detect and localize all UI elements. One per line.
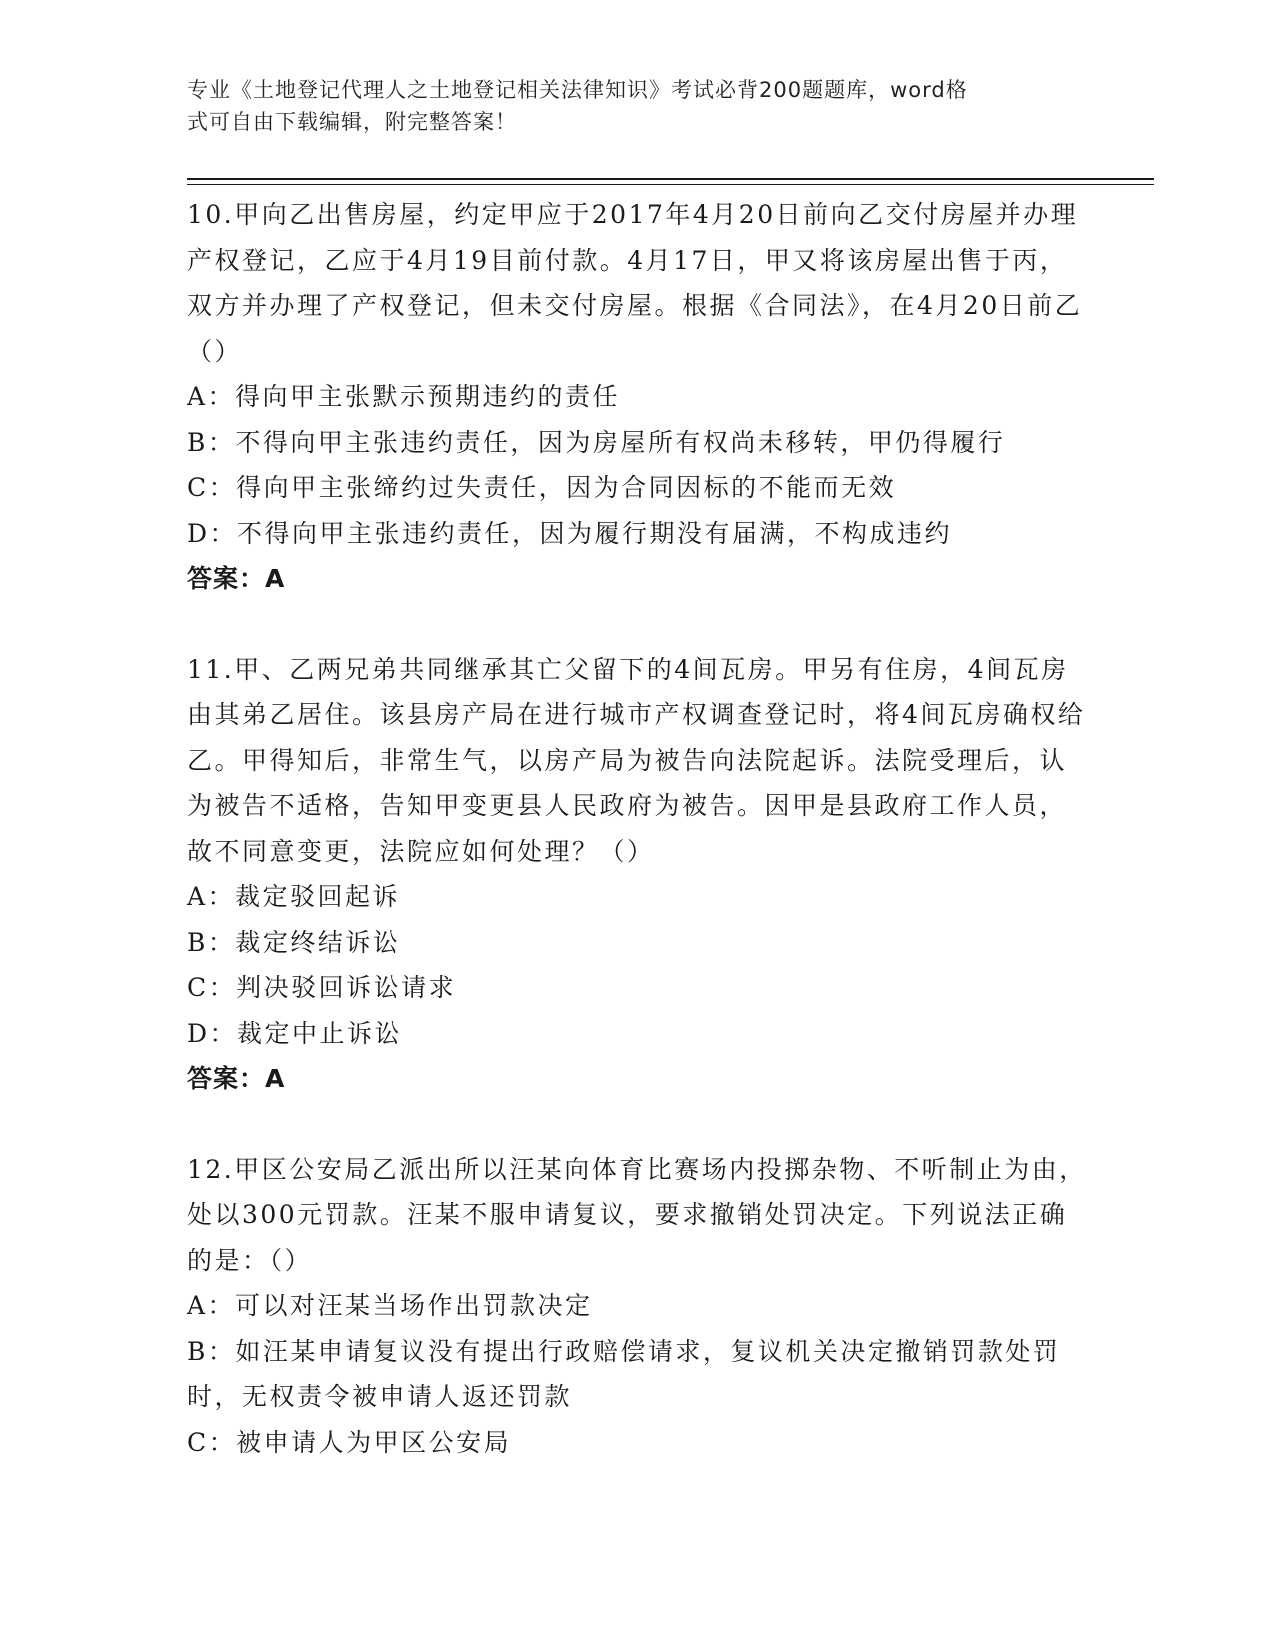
option-c: C：判决驳回诉讼请求 [187, 973, 457, 1002]
question-stem: 10.甲向乙出售房屋，约定甲应于2017年4月20日前向乙交付房屋并办理产权登记，乙应于4月19目前付款。4月17日，甲又将该房屋出售于丙，双方并办理了产权登记，但未交付房屋。根据《合同法》，在4月20日前乙（） [187, 200, 1083, 366]
option-c: C：被申请人为甲区公安局 [187, 1427, 512, 1457]
answer-label: 答案：A [187, 1064, 286, 1093]
header-line-1: 专业《土地登记代理人之土地登记相关法律知识》考试必背200题题库，word格 [187, 78, 968, 102]
question-12 [187, 1147, 1087, 1466]
question-10 [187, 192, 1087, 602]
option-b: B：如汪某申请复议没有提出行政赔偿请求，复议机关决定撤销罚款处罚时，无权责令被申请人返还罚款 [187, 1336, 1061, 1411]
option-a: A：得向甲主张默示预期违约的责任 [187, 382, 621, 411]
question-11 [187, 647, 1087, 1102]
header-divider-thin [187, 184, 1154, 185]
option-a: A：可以对汪某当场作出罚款决定 [187, 1291, 593, 1320]
question-stem: 12.甲区公安局乙派出所以汪某向体育比赛场内投掷杂物、不听制止为由，处以300元罚款。汪某不服申请复议，要求撤销处罚决定。下列说法正确的是：（） [187, 1154, 1087, 1275]
option-b: B：不得向甲主张违约责任，因为房屋所有权尚未移转，甲仍得履行 [187, 427, 1006, 457]
question-list [187, 192, 1087, 1465]
question-stem: 11.甲、乙两兄弟共同继承其亡父留下的4间瓦房。甲另有住房，4间瓦房由其弟乙居住。该县房产局在进行城市产权调查登记时，将4间瓦房确权给乙。甲得知后，非常生气，以房产局为被告向法院起诉。法院受理后，认为被告不适格，告知甲变更县人民政府为被告。因甲是县政府工作人员，故不同意变更，法院应如何处理？（） [187, 654, 1086, 866]
header-divider-thick [187, 178, 1154, 180]
document-header [187, 74, 1067, 138]
answer-label: 答案：A [187, 564, 286, 593]
option-d: D：不得向甲主张违约责任，因为履行期没有届满，不构成违约 [187, 518, 953, 548]
option-d: D：裁定中止诉讼 [187, 1018, 403, 1048]
option-b: B：裁定终结诉讼 [187, 927, 401, 957]
header-line-2: 式可自由下载编辑，附完整答案！ [187, 110, 517, 134]
option-c: C：得向甲主张缔约过失责任，因为合同因标的不能而无效 [187, 473, 897, 502]
option-a: A：裁定驳回起诉 [187, 882, 401, 911]
